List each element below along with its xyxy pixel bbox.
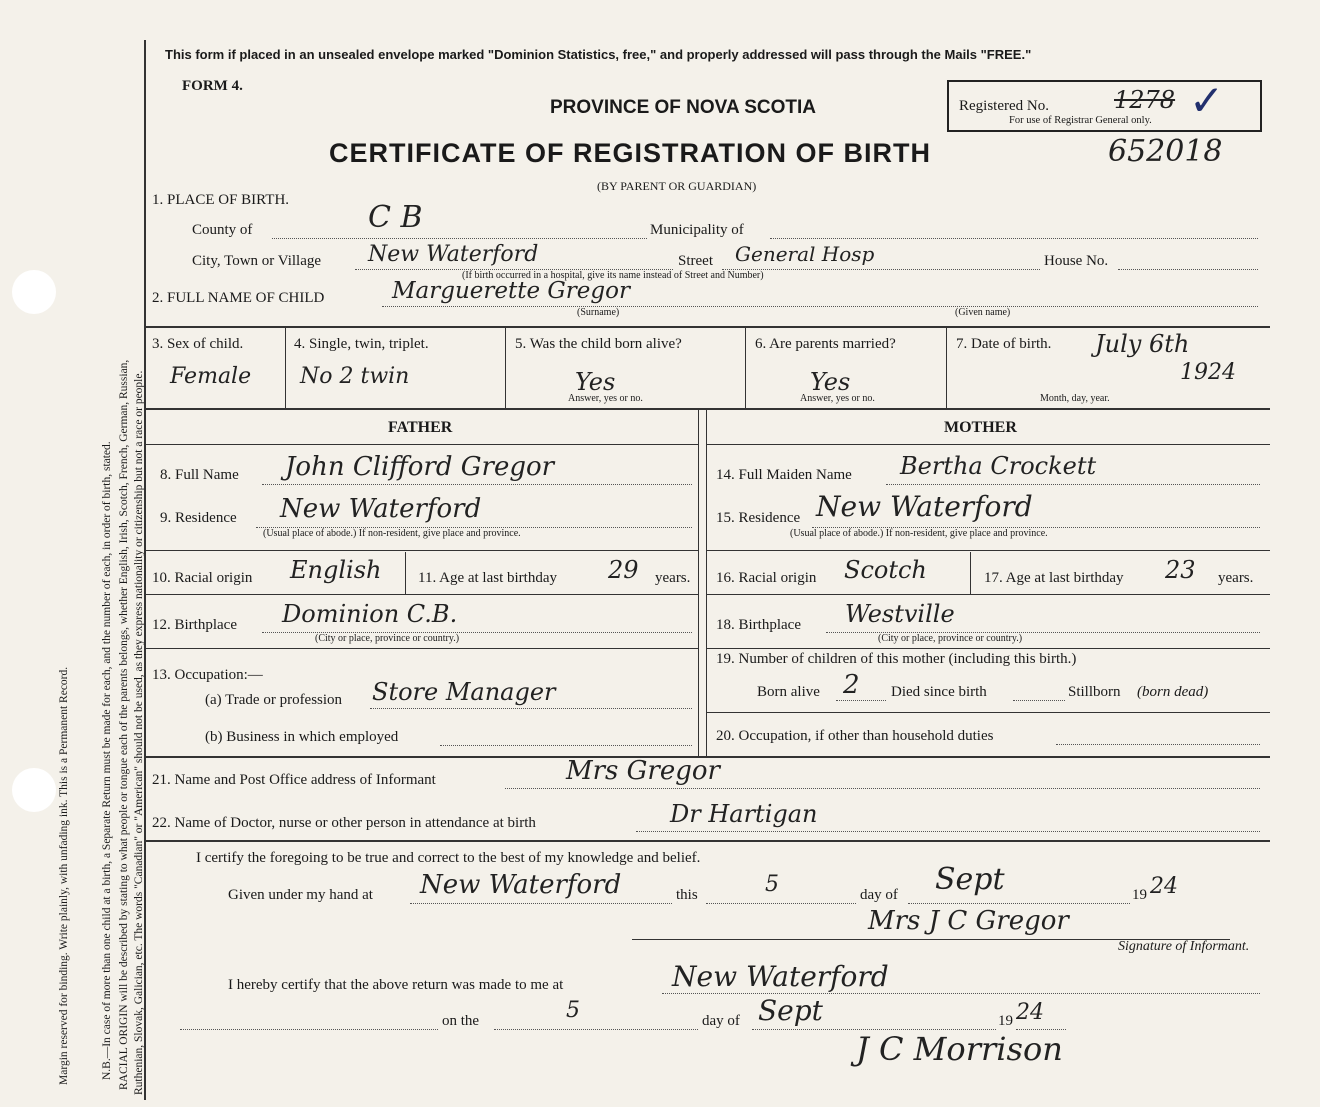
registered-value: 1278 [1114,86,1176,114]
city-value: New Waterford [368,242,539,267]
business-line [440,745,692,746]
doctor-line [636,831,1260,832]
registrar-place-value: New Waterford [672,960,889,993]
col-divider-4 [505,328,506,408]
father-residence-value: New Waterford [280,494,482,524]
certificate-title: CERTIFICATE OF REGISTRATION OF BIRTH [329,138,931,168]
registered-box [947,80,1262,132]
county-label: County of [192,222,253,238]
place-of-birth-heading: 1. PLACE OF BIRTH. [152,192,290,208]
father-heading-rule [144,444,698,445]
plurality-label: 4. Single, twin, triplet. [294,336,429,352]
died-line [1013,700,1065,701]
certificate-subtitle: (BY PARENT OR GUARDIAN) [597,179,757,193]
mother-city-note: (City or place, province or country.) [878,633,1023,644]
given-under-hand-label: Given under my hand at [228,887,373,903]
mother-name-line [886,484,1260,485]
reg-day-line [494,1029,698,1030]
father-name-label: 8. Full Name [160,467,239,483]
father-abode-note: (Usual place of abode.) If non-resident, give place and province. [263,528,521,539]
mother-heading: MOTHER [944,419,1017,436]
month-value: Sept [935,862,1005,897]
father-row-rule-3 [144,648,698,649]
margin-note-racial-1: RACIAL ORIGIN will be described by stating to what people or tongue each of the parents belongs, whether English, Irish, Scotch, French, German, Russian, [118,359,130,1090]
divider-2 [144,408,1270,410]
mother-row-rule-3 [706,648,1270,649]
year-value: 24 [1150,874,1178,899]
parents-married-question: 6. Are parents married? [755,336,896,352]
father-racial-value: English [290,556,382,584]
given-place-line [410,903,672,904]
answer-note-5: Answer, yes or no. [568,393,643,404]
answer-note-6: Answer, yes or no. [800,393,875,404]
mother-heading-rule [706,444,1270,445]
hospital-note: (If birth occurred in a hospital, give its name instead of Street and Number) [462,270,764,281]
mother-row-rule-4 [706,712,1270,713]
center-divider [698,410,699,756]
reg-day-of-label: day of [702,1013,740,1029]
stillborn-note: (born dead) [1137,684,1209,700]
mother-row-rule-2 [706,594,1270,595]
stillborn-label: Stillborn [1068,684,1121,700]
informant-value: Mrs Gregor [566,756,720,786]
doctor-value: Dr Hartigan [670,800,818,828]
center-divider-2 [706,410,707,756]
mother-row-rule-1 [706,550,1270,551]
col-divider-6 [946,328,947,408]
form-left-border [144,40,146,1100]
mother-name-label: 14. Full Maiden Name [716,467,852,483]
plurality-value: No 2 twin [300,364,410,389]
child-name-label: 2. FULL NAME OF CHILD [152,290,325,306]
house-no-label: House No. [1044,253,1109,269]
registration-number-handwritten: 652018 [1108,134,1223,169]
informant-line [505,788,1260,789]
binding-hole-top [12,270,56,314]
county-line [272,238,647,239]
father-birthplace-label: 12. Birthplace [152,617,237,633]
trade-label: (a) Trade or profession [205,692,343,708]
trade-value: Store Manager [372,678,556,706]
mother-occupation-line [1056,744,1260,745]
occupation-label: 13. Occupation:— [152,667,263,683]
given-name-note: (Given name) [955,307,1011,318]
reg-month-value: Sept [758,994,823,1027]
informant-label: 21. Name and Post Office address of Informant [152,772,436,788]
house-no-line [1118,269,1258,270]
mother-years-label: years. [1218,570,1254,586]
mother-residence-label: 15. Residence [716,510,801,526]
father-row-rule-2 [144,594,698,595]
on-the-label: on the [442,1013,480,1029]
mother-abode-note: (Usual place of abode.) If non-resident, give place and province. [790,528,1048,539]
mother-age-label: 17. Age at last birthday [984,570,1124,586]
day-value: 5 [765,872,779,897]
street-label: Street [678,253,713,269]
father-age-label: 11. Age at last birthday [418,570,557,586]
registered-note: For use of Registrar General only. [1009,115,1152,126]
month-line [908,903,1130,904]
surname-note: (Surname) [577,307,620,318]
mother-birthplace-label: 18. Birthplace [716,617,801,633]
mother-name-value: Bertha Crockett [900,452,1097,480]
province-heading: PROVINCE OF NOVA SCOTIA [550,97,817,118]
this-label: this [676,887,698,903]
date-of-birth-value-2: 1924 [1180,360,1236,385]
trade-line [370,708,692,709]
date-of-birth-value-1: July 6th [1095,330,1190,358]
reg-day-value: 5 [566,998,580,1023]
died-since-birth-label: Died since birth [891,684,987,700]
mother-birthplace-value: Westville [845,600,955,628]
divider-1 [144,326,1270,328]
binding-hole-bottom [12,768,56,812]
street-line [722,269,1040,270]
born-alive-label: Born alive [757,684,820,700]
year-prefix: 19 [1132,887,1147,903]
sex-value: Female [170,364,252,389]
certify-statement: I certify the foregoing to be true and correct to the best of my knowledge and belief. [196,850,701,866]
mother-age-value: 23 [1165,556,1196,584]
divider-4 [144,840,1270,842]
sex-label: 3. Sex of child. [152,336,244,352]
registrar-lead-line [180,1029,438,1030]
child-name-line [382,306,1258,307]
form-number: FORM 4. [182,78,243,94]
reg-year-value: 24 [1016,1000,1044,1025]
day-of-label: day of [860,887,898,903]
day-line [706,903,856,904]
father-racial-label: 10. Racial origin [152,570,253,586]
father-age-value: 29 [608,556,639,584]
margin-note-racial-2: Ruthenian, Slovak, Galician, etc. The words "Canadian" or "American" should not be used, as they express nationality or citizenship but not a race or people. [133,370,145,1095]
father-residence-label: 9. Residence [160,510,237,526]
informant-signature: Mrs J C Gregor [868,906,1069,936]
parents-married-value: Yes [810,368,851,396]
street-value: General Hosp [735,242,875,266]
father-heading: FATHER [388,419,453,436]
father-racial-divider [405,552,406,594]
father-years-label: years. [655,570,691,586]
col-divider-5 [745,328,746,408]
business-label: (b) Business in which employed [205,729,399,745]
mother-racial-divider [970,552,971,594]
born-alive-question: 5. Was the child born alive? [515,336,682,352]
given-place-value: New Waterford [420,870,622,900]
col-divider-3 [285,328,286,408]
registrar-place-line [662,993,1260,994]
mother-occupation-label: 20. Occupation, if other than household duties [716,728,994,744]
father-birthplace-value: Dominion C.B. [282,600,458,628]
county-value: C B [368,200,423,235]
father-name-line [262,484,692,485]
father-city-note: (City or place, province or country.) [315,633,460,644]
born-alive-line [836,700,886,701]
city-label: City, Town or Village [192,253,322,269]
born-alive-count: 2 [843,670,860,700]
signature-label: Signature of Informant. [1118,939,1250,954]
date-of-birth-label: 7. Date of birth. [956,336,1052,352]
margin-note-binding: Margin reserved for binding. Write plainly, with unfading ink. This is a Permanent Record. [58,666,70,1085]
mother-residence-value: New Waterford [816,490,1033,523]
doctor-label: 22. Name of Doctor, nurse or other person in attendance at birth [152,815,536,831]
margin-note-nb: N.B.—In case of more than one child at a birth, a Separate Return must be made for each, and the number of each, in order of birth, stated. [101,441,113,1080]
date-of-birth-note: Month, day, year. [1040,393,1110,404]
father-name-value: John Clifford Gregor [285,452,555,482]
registrar-signature: J C Morrison [856,1030,1063,1068]
mail-notice: This form if placed in an unsealed envelope marked "Dominion Statistics, free," and properly addressed will pass through the Mails "FREE." [165,47,1032,62]
born-alive-value: Yes [575,368,616,396]
registrar-statement: I hereby certify that the above return was made to me at [228,977,564,993]
mother-racial-label: 16. Racial origin [716,570,817,586]
father-row-rule-1 [144,550,698,551]
municipality-line [770,238,1258,239]
mother-racial-value: Scotch [844,556,927,584]
child-name-value: Marguerette Gregor [392,278,630,304]
registered-label: Registered No. [959,98,1049,114]
children-count-label: 19. Number of children of this mother (including this birth.) [716,651,1077,667]
municipality-label: Municipality of [650,222,744,238]
reg-year-prefix: 19 [998,1013,1013,1029]
check-mark: ✓ [1189,79,1225,125]
